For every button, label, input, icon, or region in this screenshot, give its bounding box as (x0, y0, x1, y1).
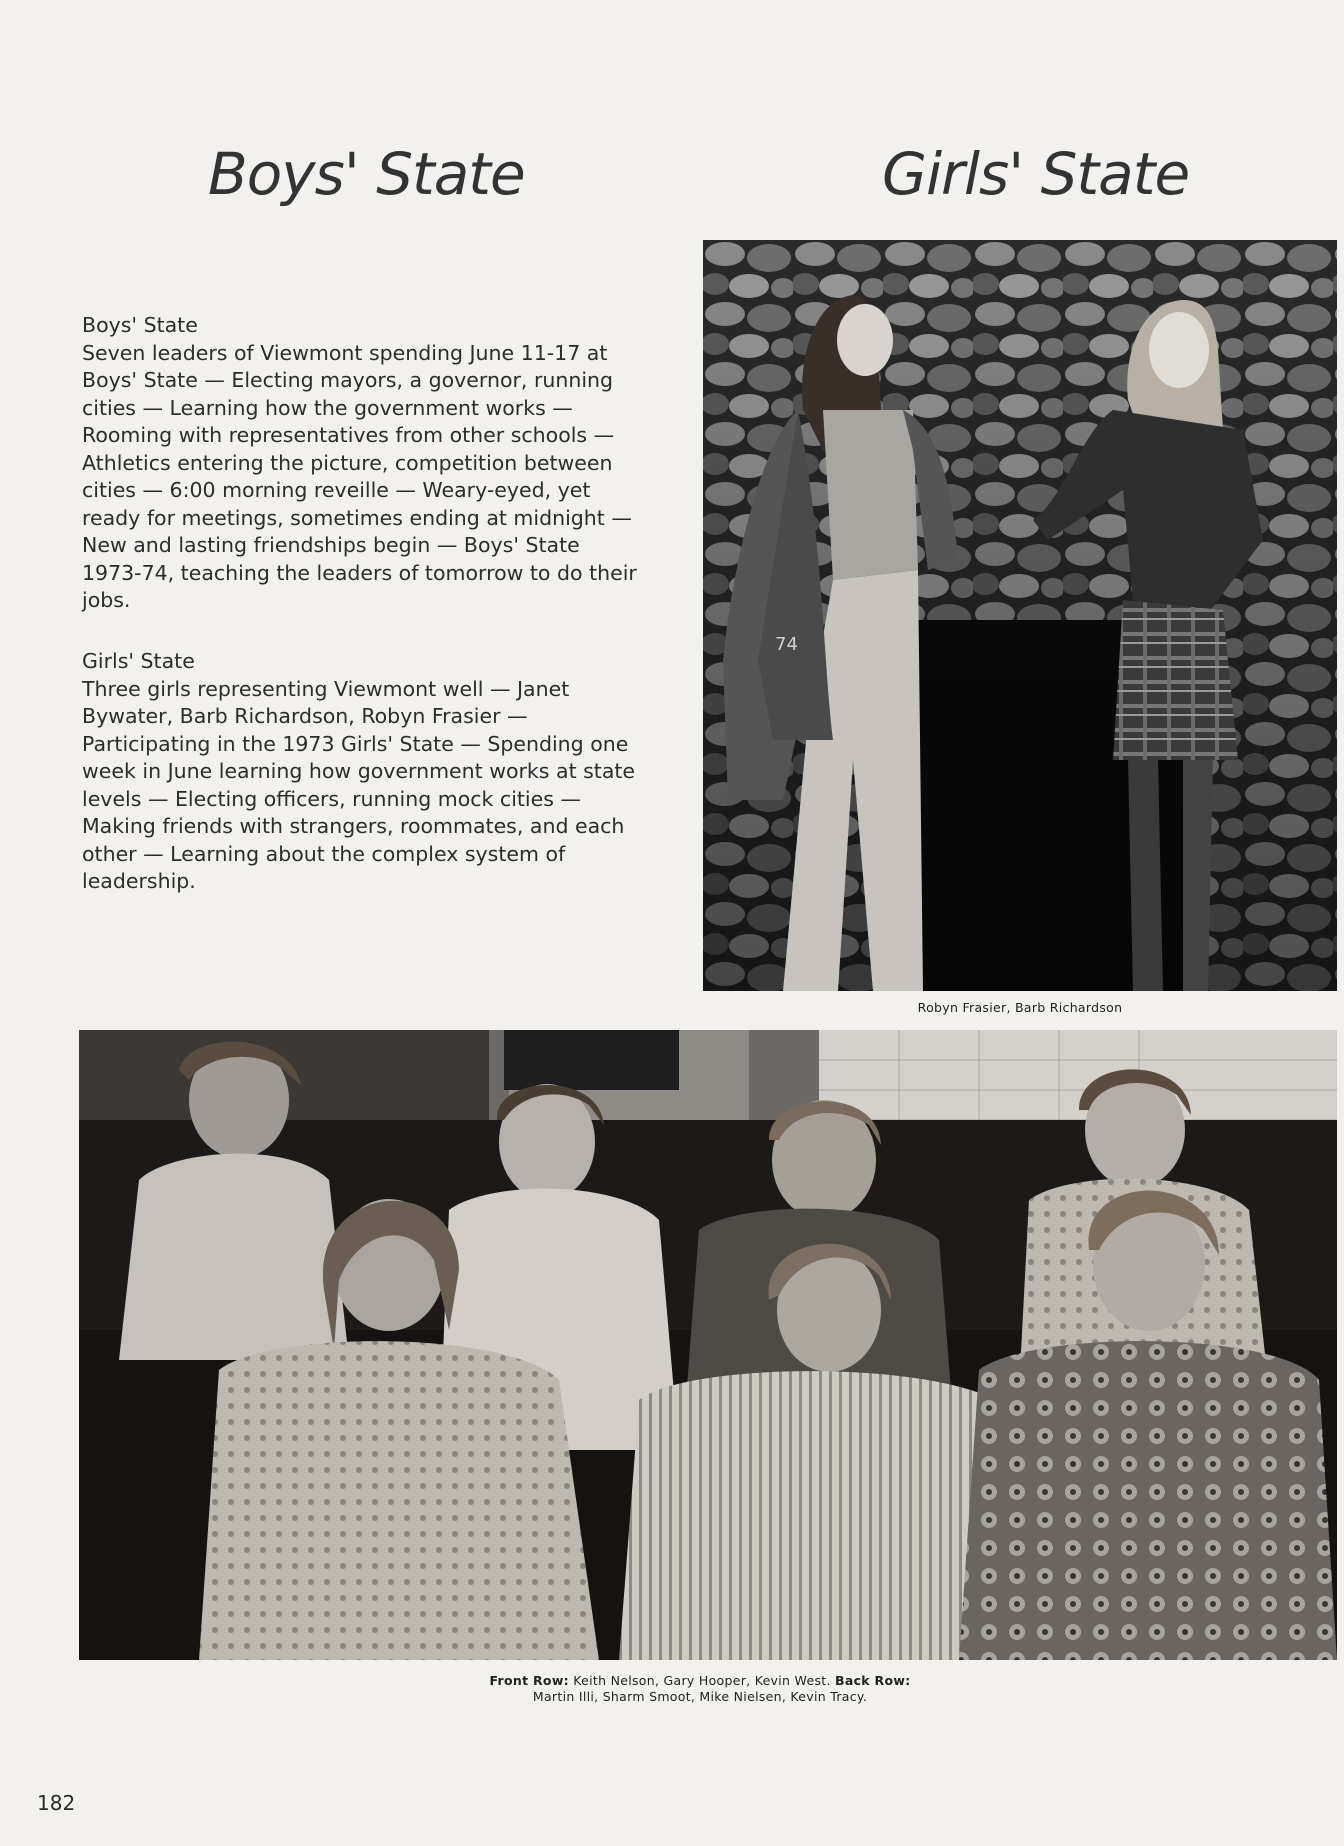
girls-state-article (82, 648, 642, 896)
back-row-names: Martin Illi, Sharm Smoot, Mike Nielsen, Kevin Tracy. (532, 1689, 868, 1704)
girls-state-paragraph: Three girls representing Viewmont well — Janet Bywater, Barb Richardson, Robyn Frasier — Participating in the 1973 Girls' State — Spending one week in June learning how government works at state levels — Electing officers, running mock cities — Making friends with strangers, roommates, and each other — Learning about the complex system of leadership. (82, 676, 636, 893)
boys-state-photo (79, 1030, 1337, 1660)
boys-state-article (82, 312, 642, 615)
front-row-label: Front Row: (489, 1673, 569, 1688)
jacket-number-text: 74 (775, 634, 798, 655)
girls-photo-caption: Robyn Frasier, Barb Richardson (917, 1000, 1123, 1015)
boys-state-subheading: Boys' State (82, 313, 198, 337)
girls-state-subheading: Girls' State (82, 649, 195, 673)
girls-state-title: Girls' State (882, 140, 1190, 208)
boys-photo-caption (300, 1673, 1100, 1705)
back-row-label: Back Row: (835, 1673, 911, 1688)
boys-photo-illustration (79, 1030, 1337, 1660)
boys-state-title: Boys' State (208, 140, 525, 208)
girls-state-photo (703, 240, 1337, 991)
front-row-names: Keith Nelson, Gary Hooper, Kevin West. (573, 1673, 831, 1688)
boys-state-paragraph: Seven leaders of Viewmont spending June 11-17 at Boys' State — Electing mayors, a governor, running cities — Learning how the government works — Rooming with representatives from other schools — Athletics entering the picture, competition between cities — 6:00 morning reveille — Weary-eyed, yet ready for meetings, sometimes ending at midnight — New and lasting friendships begin — Boys' State 1973-74, teaching the leaders of tomorrow to do their jobs. (82, 340, 637, 612)
page-number: 182 (37, 1791, 76, 1815)
girls-photo-illustration (703, 240, 1337, 991)
